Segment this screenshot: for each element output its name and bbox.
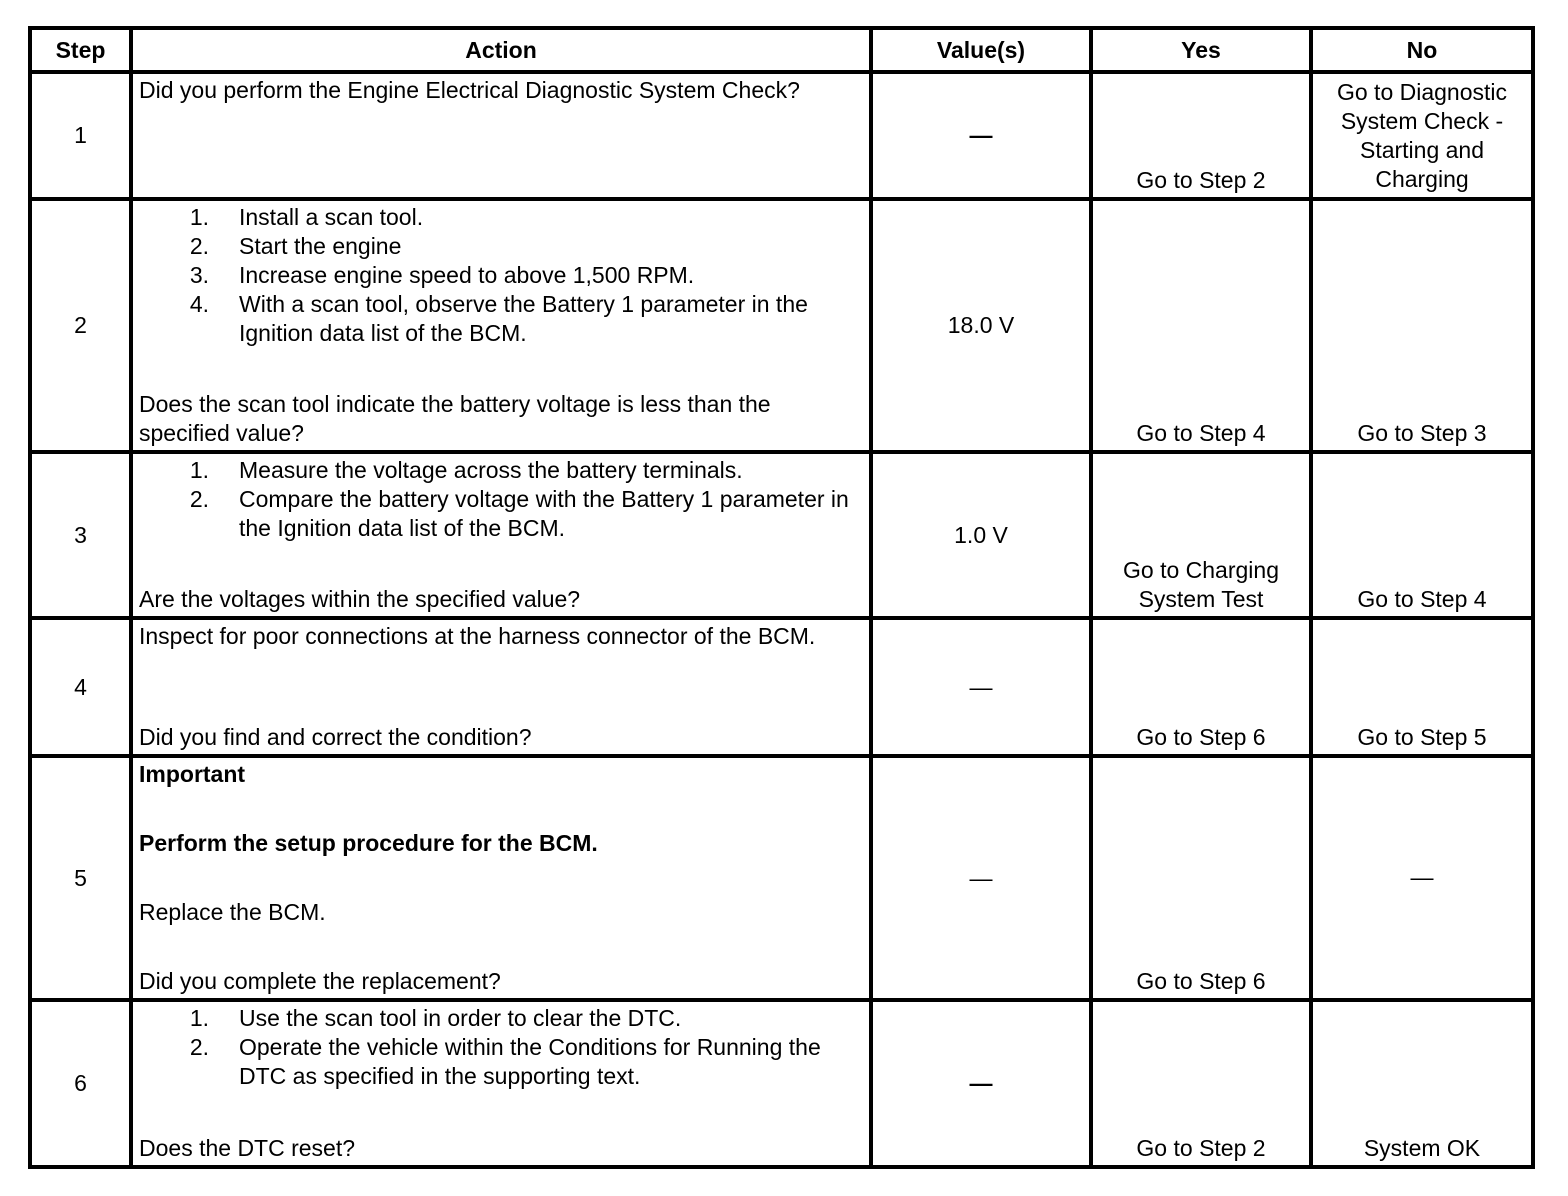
action-intro: Inspect for poor connections at the harness connector of the BCM. (139, 623, 816, 649)
action-question: Does the scan tool indicate the battery voltage is less than the specified value? (139, 391, 771, 446)
no-cell: Go to Step 3 (1311, 199, 1533, 452)
no-cell: Go to Step 4 (1311, 452, 1533, 618)
list-text: Increase engine speed to above 1,500 RPM. (239, 262, 695, 288)
value-cell: — (871, 756, 1091, 1000)
action-question: Did you complete the replacement? (139, 968, 501, 994)
important-text: Perform the setup procedure for the BCM. (139, 830, 598, 856)
list-number: 2. (189, 1034, 209, 1060)
list-item (139, 261, 861, 290)
list-item (139, 1033, 861, 1091)
no-cell: Go to Diagnostic System Check - Starting and Charging (1311, 72, 1533, 199)
step-number: 1 (30, 72, 131, 199)
action-cell (131, 756, 871, 1000)
list-item (139, 485, 861, 543)
step-number: 6 (30, 1000, 131, 1167)
action-cell (131, 618, 871, 756)
list-item (139, 290, 861, 348)
list-item (139, 232, 861, 261)
list-item (139, 456, 861, 485)
list-number: 1. (189, 457, 209, 483)
table-row (30, 618, 1533, 756)
list-item (139, 203, 861, 232)
no-cell: System OK (1311, 1000, 1533, 1167)
action-cell (131, 72, 871, 199)
list-number: 1. (189, 204, 209, 230)
table-row (30, 452, 1533, 618)
list-number: 4. (189, 291, 209, 317)
procedure-list (139, 1004, 861, 1091)
list-number: 2. (189, 486, 209, 512)
action-cell (131, 1000, 871, 1167)
table-row (30, 1000, 1533, 1167)
yes-cell: Go to Charging System Test (1091, 452, 1311, 618)
action-cell (131, 199, 871, 452)
value-text: — (969, 1070, 993, 1096)
header-action: Action (131, 28, 871, 72)
header-no: No (1311, 28, 1533, 72)
list-item (139, 1004, 861, 1033)
list-text: With a scan tool, observe the Battery 1 parameter in the Ignition data list of the BCM. (239, 291, 808, 346)
procedure-list (139, 456, 861, 543)
diagnostic-table (28, 26, 1535, 1169)
action-instruction: Replace the BCM. (139, 899, 326, 925)
action-cell (131, 452, 871, 618)
action-question: Did you find and correct the condition? (139, 724, 532, 750)
important-label: Important (139, 761, 246, 787)
header-yes: Yes (1091, 28, 1311, 72)
action-question: Did you perform the Engine Electrical Diagnostic System Check? (139, 77, 800, 103)
step-number: 3 (30, 452, 131, 618)
value-cell: — (871, 618, 1091, 756)
list-text: Use the scan tool in order to clear the DTC. (239, 1005, 682, 1031)
action-question: Does the DTC reset? (139, 1135, 356, 1161)
list-number: 1. (189, 1005, 209, 1031)
value-cell: 18.0 V (871, 199, 1091, 452)
table-row (30, 199, 1533, 452)
value-cell: 1.0 V (871, 452, 1091, 618)
action-question: Are the voltages within the specified value? (139, 586, 581, 612)
no-cell: Go to Step 5 (1311, 618, 1533, 756)
yes-cell: Go to Step 2 (1091, 1000, 1311, 1167)
step-number: 4 (30, 618, 131, 756)
step-number: 2 (30, 199, 131, 452)
header-row (30, 28, 1533, 72)
list-text: Install a scan tool. (239, 204, 424, 230)
list-number: 3. (189, 262, 209, 288)
header-step: Step (30, 28, 131, 72)
yes-cell: Go to Step 6 (1091, 756, 1311, 1000)
table-row (30, 756, 1533, 1000)
table-row (30, 72, 1533, 199)
list-text: Start the engine (239, 233, 402, 259)
yes-cell: Go to Step 4 (1091, 199, 1311, 452)
value-text: — (969, 122, 993, 148)
value-cell (871, 72, 1091, 199)
procedure-list (139, 203, 861, 348)
list-text: Operate the vehicle within the Conditions for Running the DTC as specified in the supporting text. (239, 1034, 821, 1089)
header-values: Value(s) (871, 28, 1091, 72)
yes-cell: Go to Step 2 (1091, 72, 1311, 199)
no-cell: — (1311, 756, 1533, 1000)
yes-cell: Go to Step 6 (1091, 618, 1311, 756)
value-cell (871, 1000, 1091, 1167)
list-number: 2. (189, 233, 209, 259)
step-number: 5 (30, 756, 131, 1000)
list-text: Measure the voltage across the battery terminals. (239, 457, 743, 483)
list-text: Compare the battery voltage with the Battery 1 parameter in the Ignition data list of the BCM. (239, 486, 849, 541)
